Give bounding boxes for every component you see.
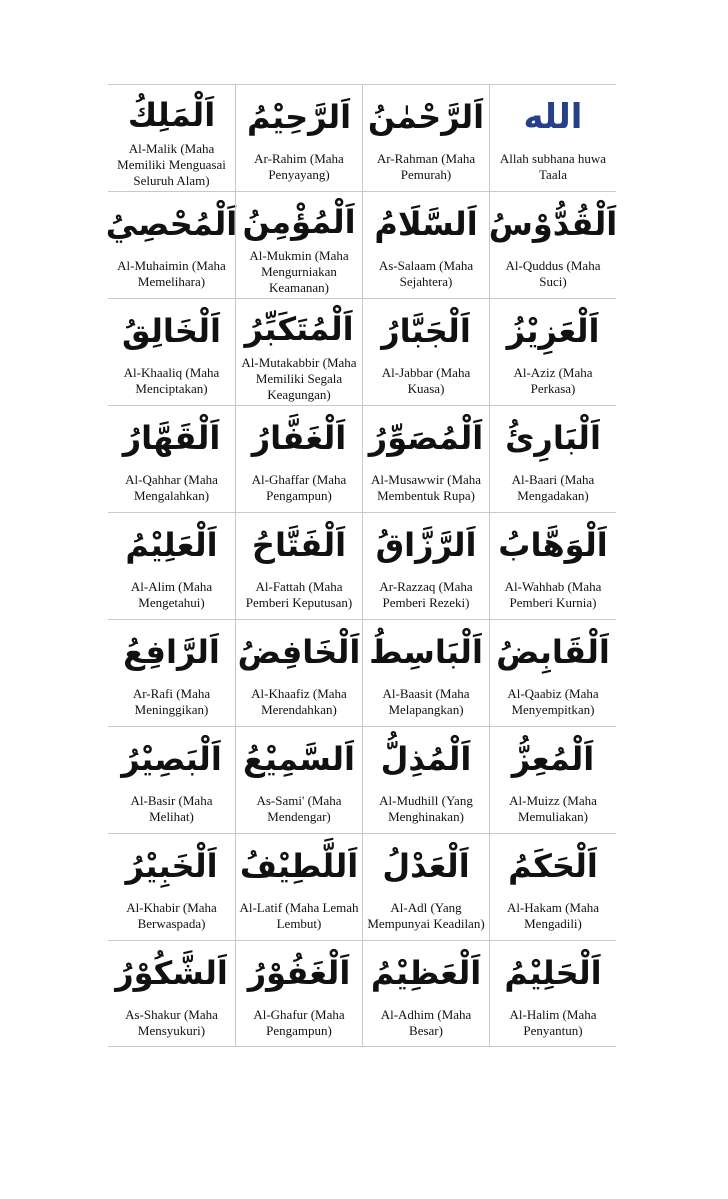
name-transliteration: Ar-Rahim (Maha Penyayang) xyxy=(254,151,344,182)
name-cell xyxy=(108,298,235,405)
arabic-calligraphy: اَلْبَصِيْرُ xyxy=(121,740,222,778)
arabic-calligraphy: اَلْخَالِقُ xyxy=(122,312,221,350)
name-transliteration: Al-Aziz (Maha Perkasa) xyxy=(513,365,593,396)
name-cell xyxy=(362,191,489,298)
name-cell xyxy=(235,405,362,512)
arabic-calligraphy: اَلْعَلِيْمُ xyxy=(125,526,218,564)
name-cell xyxy=(235,191,362,298)
name-cell xyxy=(108,833,235,940)
name-transliteration: Al-Halim (Maha Penyantun) xyxy=(509,1006,597,1038)
name-cell xyxy=(362,619,489,726)
name-transliteration: Al-Adl (Yang Mempunyai Keadilan) xyxy=(367,900,485,931)
arabic-calligraphy: اَلْبَارِئُ xyxy=(505,419,601,457)
arabic-calligraphy: اَلْمُتَكَبِّرُ xyxy=(244,310,354,348)
name-cell xyxy=(235,512,362,619)
name-cell xyxy=(235,833,362,940)
arabic-calligraphy: اَلْخَافِضُ xyxy=(237,633,361,671)
name-cell xyxy=(108,619,235,726)
name-transliteration: Al-Musawwir (Maha Membentuk Rupa) xyxy=(370,472,482,503)
arabic-calligraphy: اَلسَّمِيْعُ xyxy=(243,740,355,778)
name-cell xyxy=(489,191,616,298)
name-transliteration: Al-Adhim (Maha Besar) xyxy=(380,1006,472,1038)
name-transliteration: Al-Basir (Maha Melihat) xyxy=(130,793,213,824)
name-transliteration: Al-Qahhar (Maha Mengalahkan) xyxy=(125,472,218,503)
name-cell xyxy=(362,833,489,940)
arabic-calligraphy: اَللَّطِيْفُ xyxy=(239,847,359,885)
name-cell xyxy=(489,84,616,191)
name-cell xyxy=(108,512,235,619)
name-cell xyxy=(362,940,489,1047)
arabic-calligraphy: اَلْمَلِكُ xyxy=(127,96,216,134)
arabic-calligraphy: اَلْقَابِضُ xyxy=(496,633,610,671)
name-transliteration: Al-Khaafiz (Maha Merendahkan) xyxy=(251,686,347,717)
arabic-calligraphy: اَلْحَلِيْمُ xyxy=(504,954,602,992)
arabic-calligraphy: اَلشَّكُوْرُ xyxy=(115,954,228,992)
name-transliteration: Ar-Rafi (Maha Meninggikan) xyxy=(132,686,211,717)
arabic-calligraphy: اَلْقَهَّارُ xyxy=(122,419,221,457)
name-cell xyxy=(489,726,616,833)
name-transliteration: Al-Khaaliq (Maha Menciptakan) xyxy=(123,365,220,396)
arabic-calligraphy: اَلْفَتَّاحُ xyxy=(251,526,347,564)
name-cell xyxy=(108,84,235,191)
name-cell xyxy=(108,405,235,512)
name-cell xyxy=(489,833,616,940)
name-transliteration: Al-Muizz (Maha Memuliakan) xyxy=(509,793,597,824)
arabic-calligraphy: اَلْعَزِيْزُ xyxy=(506,312,600,350)
name-cell xyxy=(362,512,489,619)
name-transliteration: Al-Wahhab (Maha Pemberi Kurnia) xyxy=(504,579,602,610)
name-transliteration: Al-Ghafur (Maha Pengampun) xyxy=(253,1006,345,1038)
name-transliteration: Al-Ghaffar (Maha Pengampun) xyxy=(251,472,347,503)
arabic-calligraphy: اَلْعَظِيْمُ xyxy=(370,954,482,992)
name-transliteration: Al-Baasit (Maha Melapangkan) xyxy=(382,686,470,717)
name-transliteration: Al-Qaabiz (Maha Menyempitkan) xyxy=(507,686,599,717)
name-transliteration: Al-Fattah (Maha Pemberi Keputusan) xyxy=(245,579,353,610)
arabic-calligraphy: اَلْجَبَّارُ xyxy=(381,312,471,350)
name-transliteration: Al-Khabir (Maha Berwaspada) xyxy=(126,900,217,931)
name-cell xyxy=(362,726,489,833)
name-transliteration: Al-Jabbar (Maha Kuasa) xyxy=(381,365,471,396)
name-cell xyxy=(489,619,616,726)
name-transliteration: Al-Latif (Maha Lemah Lembut) xyxy=(239,900,359,931)
name-transliteration: Ar-Rahman (Maha Pemurah) xyxy=(376,151,476,182)
name-transliteration: As-Sami' (Maha Mendengar) xyxy=(256,793,342,824)
arabic-calligraphy: اَلرَّافِعُ xyxy=(123,633,220,671)
name-transliteration: Al-Hakam (Maha Mengadili) xyxy=(506,900,600,931)
arabic-calligraphy: اَلْمُعِزُّ xyxy=(511,740,595,778)
asmaul-husna-table xyxy=(105,84,618,1047)
arabic-calligraphy: اَلْعَدْلُ xyxy=(382,847,470,885)
name-transliteration: Al-Mudhill (Yang Menghinakan) xyxy=(379,793,473,824)
name-cell xyxy=(105,191,238,298)
name-cell xyxy=(108,726,235,833)
name-cell xyxy=(235,298,362,405)
name-transliteration: As-Salaam (Maha Sejahtera) xyxy=(378,258,474,289)
arabic-calligraphy: اَلرَّزَّاقُ xyxy=(375,526,477,564)
arabic-calligraphy: الله xyxy=(523,97,583,137)
arabic-calligraphy: اَلْمُؤْمِنُ xyxy=(242,203,356,241)
arabic-calligraphy: اَلْقُدُّوْسُ xyxy=(488,205,618,243)
name-cell xyxy=(235,84,362,191)
name-cell xyxy=(362,84,489,191)
arabic-calligraphy: اَلْخَبِيْرُ xyxy=(125,847,218,885)
name-cell xyxy=(489,298,616,405)
arabic-calligraphy: اَلْبَاسِطُ xyxy=(369,633,483,671)
name-cell xyxy=(108,940,235,1047)
name-transliteration: Al-Quddus (Maha Suci) xyxy=(505,258,601,289)
name-transliteration: Al-Alim (Maha Mengetahui) xyxy=(130,579,213,610)
name-transliteration: As-Shakur (Maha Mensyukuri) xyxy=(125,1006,218,1038)
arabic-calligraphy: اَلْمُصَوِّرُ xyxy=(368,419,484,457)
arabic-calligraphy: اَلرَّحْمٰنُ xyxy=(367,98,485,136)
name-cell xyxy=(489,940,616,1047)
name-cell xyxy=(362,405,489,512)
arabic-calligraphy: اَلْغَفَّارُ xyxy=(251,419,347,457)
arabic-calligraphy: اَلْحَكَمُ xyxy=(508,847,598,885)
name-cell xyxy=(235,619,362,726)
arabic-calligraphy: اَلْمُذِلُّ xyxy=(380,740,472,778)
arabic-calligraphy: اَلْغَفُوْرُ xyxy=(247,954,351,992)
name-cell xyxy=(489,405,616,512)
arabic-calligraphy: اَلْمُحْصِيُ xyxy=(105,205,238,243)
name-transliteration: Al-Mutakabbir (Maha Memiliki Segala Keagungan) xyxy=(241,355,357,402)
name-transliteration: Allah subhana huwa Taala xyxy=(499,151,607,182)
name-transliteration: Ar-Razzaq (Maha Pemberi Rezeki) xyxy=(379,579,473,610)
name-cell xyxy=(235,726,362,833)
arabic-calligraphy: اَلسَّلَامُ xyxy=(374,205,478,243)
arabic-calligraphy: اَلْوَهَّابُ xyxy=(498,526,608,564)
name-transliteration: Al-Muhaimin (Maha Memelihara) xyxy=(117,258,226,289)
arabic-calligraphy: اَلرَّحِيْمُ xyxy=(246,98,352,136)
name-cell xyxy=(489,512,616,619)
name-transliteration: Al-Mukmin (Maha Mengurniakan Keamanan) xyxy=(249,248,349,295)
name-cell xyxy=(235,940,362,1047)
name-cell xyxy=(362,298,489,405)
name-transliteration: Al-Malik (Maha Memiliki Menguasai Seluruh Alam) xyxy=(117,141,226,188)
name-transliteration: Al-Baari (Maha Mengadakan) xyxy=(511,472,595,503)
